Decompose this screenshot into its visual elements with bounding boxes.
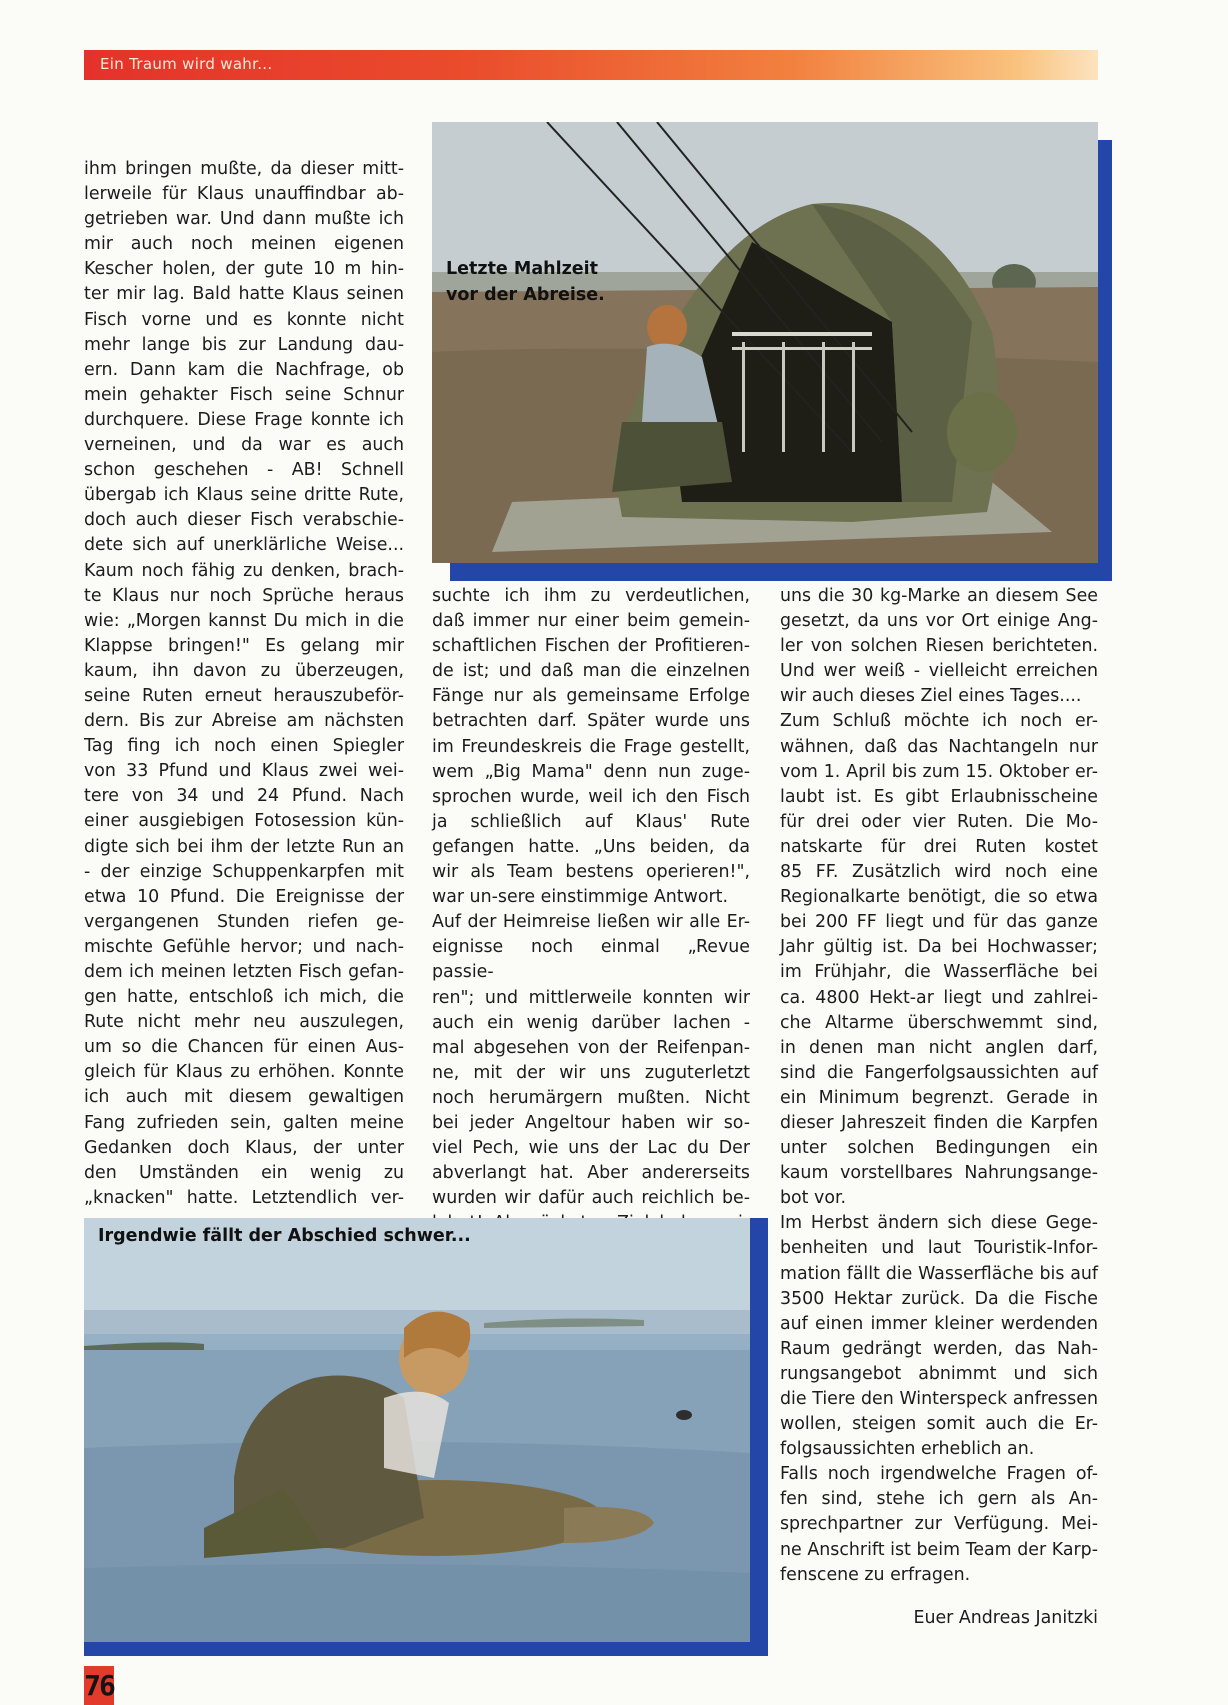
text-line: dieser Jahreszeit finden die Karpfen xyxy=(780,1112,1098,1133)
text-line: bot vor. xyxy=(780,1188,847,1209)
text-line: auf einen immer kleiner werdenden xyxy=(780,1313,1098,1334)
text-line: wem „Big Mama" denn nun zuge- xyxy=(432,761,750,782)
text-line: abverlangt hat. Aber andererseits xyxy=(432,1163,750,1184)
text-line: Kescher holen, der gute 10 m hin- xyxy=(84,259,404,280)
text-line: che Altarme überschwemmt sind, xyxy=(780,1012,1098,1033)
text-line: Und wer weiß - vielleicht erreichen xyxy=(780,661,1098,682)
text-line: bei jeder Angeltour haben wir so- xyxy=(432,1112,750,1133)
text-line: doch auch dieser Fisch verabschie- xyxy=(84,510,404,531)
text-line: auch ein wenig darüber lachen - xyxy=(432,1012,750,1033)
text-line: ja schließlich auf Klaus' Rute xyxy=(432,811,750,832)
text-line: Klappse bringen!" Es gelang mir xyxy=(84,635,404,656)
text-line: gesetzt, da uns vor Ort einige Ang- xyxy=(780,611,1098,632)
text-line: natskarte für drei Ruten kostet xyxy=(780,836,1098,857)
text-line: eignisse noch einmal „Revue passie- xyxy=(432,937,750,983)
photo-farewell-carp xyxy=(84,1218,750,1642)
text-line: te Klaus nur noch Sprüche heraus xyxy=(84,585,404,606)
caption-line: Letzte Mahlzeit xyxy=(446,259,598,279)
text-line: Kaum noch fähig zu denken, brach- xyxy=(84,560,404,581)
text-line: wurden wir dafür auch reichlich be- xyxy=(432,1188,750,1209)
text-line: für drei oder vier Ruten. Die Mo- xyxy=(780,811,1098,832)
text-line: wir auch dieses Ziel eines Tages.... xyxy=(780,686,1082,707)
text-column-2 xyxy=(432,584,750,1236)
text-line: schaftlichen Fischen der Profitieren- xyxy=(432,636,750,657)
text-line: um so die Chancen für einen Aus- xyxy=(84,1037,404,1058)
text-line: einer ausgiebigen Fotosession kün- xyxy=(84,811,404,832)
text-line: ne, mit der wir uns zuguterletzt xyxy=(432,1062,750,1083)
photo-caption-bottom: Irgendwie fällt der Abschied schwer... xyxy=(98,1226,471,1246)
text-line: suchte ich ihm zu verdeutlichen, xyxy=(432,586,750,606)
author-signature: Euer Andreas Janitzki xyxy=(913,1608,1098,1628)
text-line: sprechpartner zur Verfügung. Mei- xyxy=(780,1514,1098,1535)
text-line: sprochen wurde, weil ich den Fisch xyxy=(432,786,750,807)
text-line: uns die 30 kg-Marke an diesem See xyxy=(780,586,1098,606)
text-line: 85 FF. Zusätzlich wird noch eine xyxy=(780,862,1098,883)
text-line: „knacken" hatte. Letztendlich ver- xyxy=(84,1187,404,1208)
text-line: von 33 Pfund und Klaus zwei wei- xyxy=(84,761,404,782)
text-line: ern. Dann kam die Nachfrage, ob xyxy=(84,359,404,380)
photo-carp-illustration xyxy=(84,1218,750,1642)
text-line: war un-sere einstimmige Antwort. xyxy=(432,887,728,908)
text-line: in denen man nicht anglen darf, xyxy=(780,1037,1098,1058)
text-line: verneinen, und da war es auch xyxy=(84,435,404,456)
text-line: ich auch mit diesem gewaltigen xyxy=(84,1087,404,1108)
caption-line: vor der Abreise. xyxy=(446,285,605,305)
text-line: wie: „Morgen kannst Du mich in die xyxy=(84,610,404,631)
text-line: rungsangebot abnimmt und sich xyxy=(780,1363,1098,1384)
text-line: getrieben war. Und dann mußte ich xyxy=(84,209,404,230)
photo-frame-accent xyxy=(450,563,1112,581)
text-line: ihm bringen mußte, da dieser mitt- xyxy=(84,159,404,179)
text-line: de ist; und daß man die einzelnen xyxy=(432,661,750,682)
text-line: - der einzige Schuppenkarpfen mit xyxy=(84,861,404,882)
text-line: Tag fing ich noch einen Spiegler xyxy=(84,736,404,757)
photo-frame-accent xyxy=(84,1642,768,1656)
text-line: benheiten und laut Touristik-Infor- xyxy=(780,1238,1098,1259)
text-line: Gedanken doch Klaus, der unter xyxy=(84,1137,404,1158)
text-line: Zum Schluß möchte ich noch er- xyxy=(780,711,1098,732)
text-line: 3500 Hektar zurück. Da die Fische xyxy=(780,1288,1098,1309)
text-line: noch herumärgern mußten. Nicht xyxy=(432,1087,750,1108)
text-line: lerweile für Klaus unauffindbar ab- xyxy=(84,184,404,205)
text-line: mein gehakter Fisch seine Schnur xyxy=(84,384,404,405)
text-line: fenscene zu erfragen. xyxy=(780,1564,971,1585)
text-line: etwa 10 Pfund. Die Ereignisse der xyxy=(84,886,404,907)
text-line: Fisch vorne und es konnte nicht xyxy=(84,309,404,330)
text-line: ren"; und mittlerweile konnten wir xyxy=(432,987,750,1008)
text-column-3 xyxy=(780,584,1098,1588)
text-line: laubt ist. Es gibt Erlaubnisscheine xyxy=(780,786,1098,807)
text-line: digte sich bei ihm der letzte Run an xyxy=(84,836,404,857)
text-line: mischte Gefühle hervor; und nach- xyxy=(84,936,404,957)
text-line: im Freundeskreis die Frage gestellt, xyxy=(432,736,750,757)
text-line: vom 1. April bis zum 15. Oktober er- xyxy=(780,761,1098,782)
text-line: daß immer nur einer beim gemein- xyxy=(432,611,750,632)
text-line: im Frühjahr, die Wasserfläche bei xyxy=(780,962,1098,983)
text-line: den Umständen ein wenig zu xyxy=(84,1162,404,1183)
photo-tent-meal xyxy=(432,122,1098,563)
text-line: ne Anschrift ist beim Team der Karp- xyxy=(780,1539,1098,1560)
text-line: mehr lange bis zur Landung dau- xyxy=(84,334,404,355)
photo-frame-accent xyxy=(1098,140,1112,581)
text-line: gefangen hatte. „Uns beiden, da xyxy=(432,836,750,857)
text-line: mir auch noch meinen eigenen xyxy=(84,234,404,255)
text-line: durchquere. Diese Frage konnte ich xyxy=(84,409,404,430)
text-line: übergab ich Klaus seine dritte Rute, xyxy=(84,485,404,506)
photo-caption-top xyxy=(446,256,646,308)
text-line: mal abgesehen von der Reifenpan- xyxy=(432,1037,750,1058)
text-line: wollen, steigen somit auch die Er- xyxy=(780,1414,1098,1435)
header-title: Ein Traum wird wahr... xyxy=(100,55,273,73)
text-line: vergangenen Stunden riefen ge- xyxy=(84,911,404,932)
text-line: gen hatte, entschloß ich mich, die xyxy=(84,987,404,1008)
text-line: kaum vorstellbares Nahrungsange- xyxy=(780,1163,1098,1184)
text-line: Regionalkarte benötigt, die so etwa xyxy=(780,887,1098,908)
text-line: gleich für Klaus zu erhöhen. Konnte xyxy=(84,1062,404,1083)
text-line: Im Herbst ändern sich diese Gege- xyxy=(780,1213,1098,1234)
header-bar xyxy=(84,50,1098,80)
text-line: Falls noch irgendwelche Fragen of- xyxy=(780,1464,1098,1485)
text-line: bei 200 FF liegt und für das ganze xyxy=(780,912,1098,933)
text-line: seine Ruten erneut herauszubeför- xyxy=(84,685,404,706)
text-line: ler von solchen Riesen berichteten. xyxy=(780,636,1098,657)
text-line: folgsaussichten erheblich an. xyxy=(780,1439,1035,1460)
text-line: wähnen, daß das Nachtangeln nur xyxy=(780,736,1098,757)
text-line: Fang zufrieden sein, galten meine xyxy=(84,1112,404,1133)
text-line: viel Pech, wie uns der Lac du Der xyxy=(432,1138,750,1159)
text-line: Raum gedrängt werden, das Nah- xyxy=(780,1338,1098,1359)
text-line: fen sind, stehe ich gern als An- xyxy=(780,1489,1098,1510)
text-line: wir als Team bestens operieren!", xyxy=(432,862,750,883)
text-line: schon geschehen - AB! Schnell xyxy=(84,460,404,481)
page-number: 76 xyxy=(84,1666,114,1705)
text-line: Jahr gültig ist. Da bei Hochwasser; xyxy=(780,937,1098,958)
text-line: ca. 4800 Hekt-ar liegt und zahlrei- xyxy=(780,987,1098,1008)
text-column-1 xyxy=(84,157,404,1211)
text-line: dern. Bis zur Abreise am nächsten xyxy=(84,711,404,732)
text-line: Auf der Heimreise ließen wir alle Er- xyxy=(432,912,750,933)
text-line: kaum, ihn davon zu überzeugen, xyxy=(84,660,404,681)
text-line: Fänge nur als gemeinsame Erfolge xyxy=(432,686,750,707)
text-line: unter solchen Bedingungen ein xyxy=(780,1138,1098,1159)
text-line: tere von 34 und 24 Pfund. Nach xyxy=(84,786,404,807)
text-line: sind die Fangerfolgsaussichten auf xyxy=(780,1062,1098,1083)
photo-tent-illustration xyxy=(432,122,1098,563)
photo-frame-accent xyxy=(750,1218,768,1650)
text-line: betrachten darf. Später wurde uns xyxy=(432,711,750,732)
text-line: dem ich meinen letzten Fisch gefan- xyxy=(84,962,404,982)
text-line: dete sich auf unerklärliche Weise... xyxy=(84,535,404,556)
text-line: ein Minimum begrenzt. Gerade in xyxy=(780,1087,1098,1108)
text-line: ter mir lag. Bald hatte Klaus seinen xyxy=(84,284,404,305)
text-line: die Tiere den Winterspeck anfressen xyxy=(780,1389,1098,1409)
text-line: Rute nicht mehr neu auszulegen, xyxy=(84,1012,404,1033)
text-line: mation fällt die Wasserfläche bis auf xyxy=(780,1263,1098,1284)
